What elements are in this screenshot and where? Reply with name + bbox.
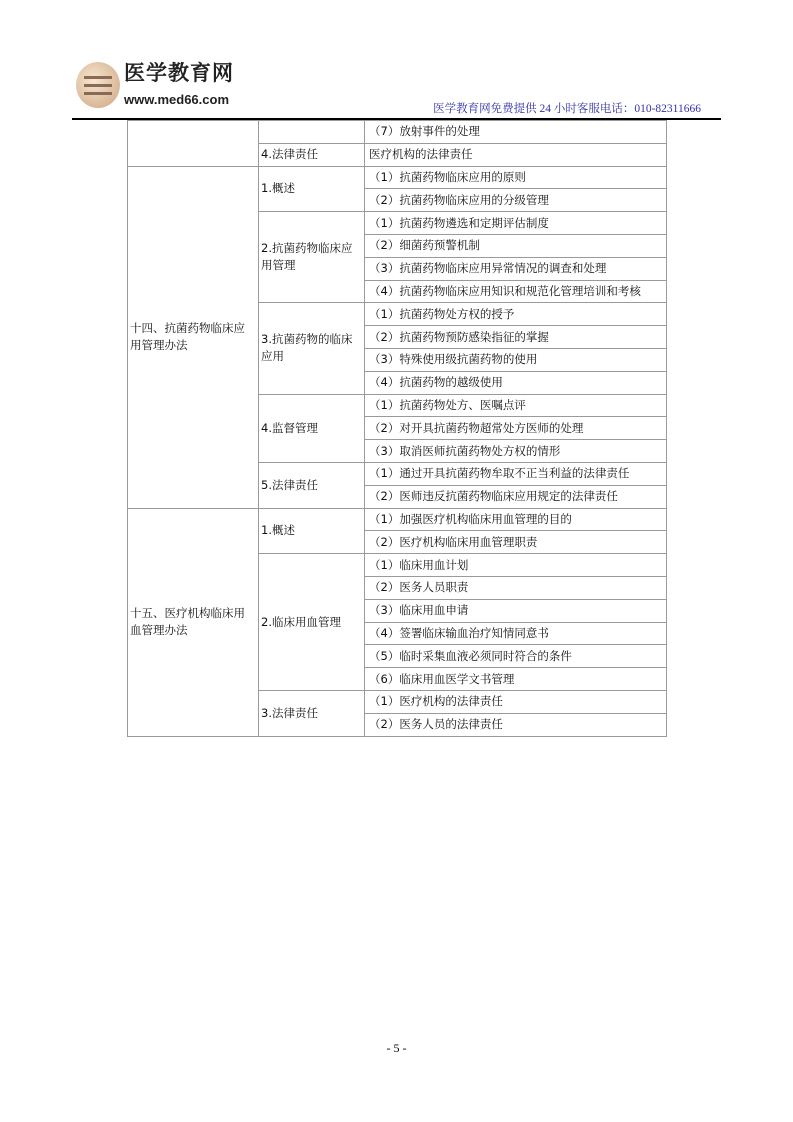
item-text: （1）加强医疗机构临床用血管理的目的: [365, 508, 667, 531]
item-text: （2）医务人员的法律责任: [365, 713, 667, 736]
item-text: （2）抗菌药物临床应用的分级管理: [365, 189, 667, 212]
item-text: （1）抗菌药物遴选和定期评估制度: [365, 212, 667, 235]
item-text: （1）抗菌药物处方权的授予: [365, 303, 667, 326]
item-text: （7）放射事件的处理: [365, 121, 667, 144]
item-text: （2）细菌药预警机制: [365, 234, 667, 257]
group-label: 2.临床用血管理: [259, 554, 365, 691]
group-label: 1.概述: [259, 508, 365, 554]
item-text: （4）抗菌药物的越级使用: [365, 371, 667, 394]
item-text: （4）签署临床输血治疗知情同意书: [365, 622, 667, 645]
group-label: 4.法律责任: [259, 143, 365, 166]
table-row: [128, 166, 667, 189]
logo-url: www.med66.com: [124, 92, 229, 107]
table-row: [128, 121, 667, 144]
outline-table: [127, 120, 667, 737]
section-title: [128, 121, 259, 167]
group-label: 2.抗菌药物临床应用管理: [259, 212, 365, 303]
group-label: 5.法律责任: [259, 462, 365, 508]
item-text: （2）抗菌药物预防感染指征的掌握: [365, 326, 667, 349]
group-label: 3.法律责任: [259, 690, 365, 736]
item-text: （2）医师违反抗菌药物临床应用规定的法律责任: [365, 485, 667, 508]
item-text: （2）医疗机构临床用血管理职责: [365, 531, 667, 554]
item-text: （5）临时采集血液必须同时符合的条件: [365, 645, 667, 668]
item-text: （1）医疗机构的法律责任: [365, 690, 667, 713]
section-title: 十四、抗菌药物临床应用管理办法: [128, 166, 259, 508]
logo: [76, 60, 266, 112]
group-label: 4.监督管理: [259, 394, 365, 462]
header-hotline: 医学教育网免费提供 24 小时客服电话：010-82311666: [433, 103, 701, 115]
item-text: （1）抗菌药物处方、医嘱点评: [365, 394, 667, 417]
section-title: 十五、医疗机构临床用血管理办法: [128, 508, 259, 736]
item-text: 医疗机构的法律责任: [365, 143, 667, 166]
group-label: 3.抗菌药物的临床应用: [259, 303, 365, 394]
group-label: 1.概述: [259, 166, 365, 212]
item-text: （3）特殊使用级抗菌药物的使用: [365, 348, 667, 371]
item-text: （1）通过开具抗菌药物牟取不正当利益的法律责任: [365, 462, 667, 485]
item-text: （1）抗菌药物临床应用的原则: [365, 166, 667, 189]
item-text: （3）取消医师抗菌药物处方权的情形: [365, 440, 667, 463]
logo-emblem-icon: [76, 62, 120, 108]
table-row: [128, 508, 667, 531]
item-text: （3）临床用血申请: [365, 599, 667, 622]
item-text: （6）临床用血医学文书管理: [365, 668, 667, 691]
item-text: （3）抗菌药物临床应用异常情况的调查和处理: [365, 257, 667, 280]
item-text: （2）对开具抗菌药物超常处方医师的处理: [365, 417, 667, 440]
group-label: [259, 121, 365, 144]
item-text: （2）医务人员职责: [365, 576, 667, 599]
logo-title: 医学教育网: [124, 61, 234, 85]
item-text: （4）抗菌药物临床应用知识和规范化管理培训和考核: [365, 280, 667, 303]
page-number: - 5 -: [386, 1041, 407, 1055]
item-text: （1）临床用血计划: [365, 554, 667, 577]
